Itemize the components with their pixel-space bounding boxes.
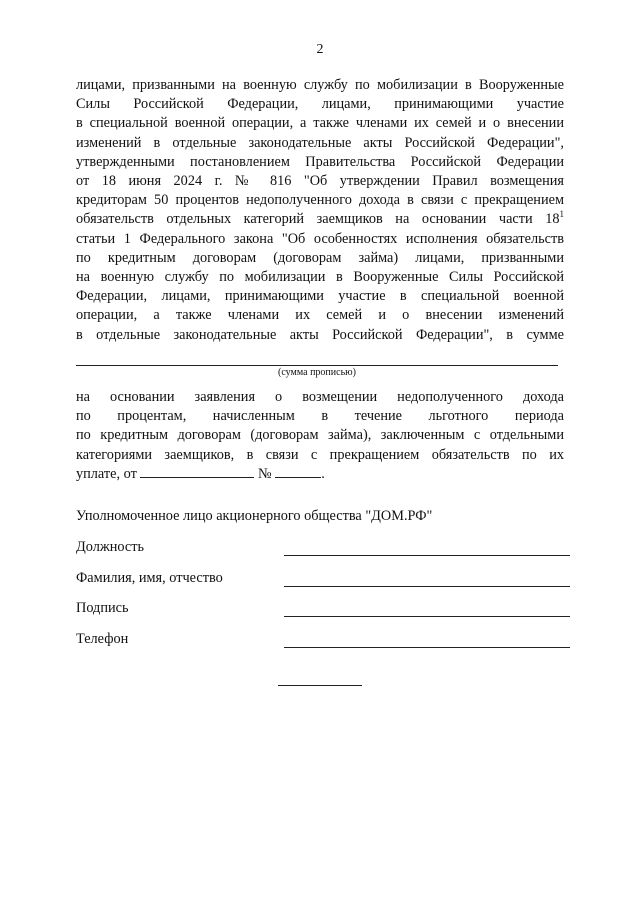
text-line: изменений в отдельные законодательные акты Российской Федерации",	[76, 134, 564, 151]
authorized-person-heading: Уполномоченное лицо акционерного общества "ДОМ.РФ"	[76, 508, 433, 524]
end-divider	[278, 685, 362, 686]
paragraph-basis	[76, 388, 564, 484]
date-number-line	[76, 465, 564, 484]
date-prefix: уплате, от	[76, 465, 137, 482]
position-label: Должность	[76, 539, 144, 555]
text-line-with-superscript	[76, 210, 564, 229]
date-blank[interactable]	[140, 465, 254, 478]
text-line: Силы Российской Федерации, лицами, принимающими участие	[76, 96, 564, 113]
text-line: обязательств отдельных категорий заемщиков на основании части 18	[76, 211, 560, 228]
number-blank[interactable]	[275, 465, 321, 478]
paragraph-main	[76, 76, 564, 345]
line-end: .	[321, 465, 325, 482]
text-line: по процентам, начисленным в течение льготного периода	[76, 408, 564, 425]
full-name-label: Фамилия, имя, отчество	[76, 570, 223, 586]
signature-label: Подпись	[76, 600, 129, 616]
phone-label: Телефон	[76, 631, 129, 647]
text-line: в специальной военной операции, а также членами их семей и о внесении	[76, 115, 564, 132]
page-number: 2	[316, 42, 324, 57]
text-line: лицами, призванными на военную службу по мобилизации в Вооруженные	[76, 77, 564, 93]
amount-caption: (сумма прописью)	[278, 367, 356, 378]
field-row-full-name	[76, 570, 570, 592]
field-row-phone	[76, 631, 570, 653]
full-name-line[interactable]	[284, 586, 570, 587]
field-row-signature	[76, 600, 570, 622]
text-line: по кредитным договорам (договорам займа), заключенным с отдельными	[76, 427, 564, 444]
field-row-position	[76, 539, 570, 561]
text-line: категориями заемщиков, в связи с прекращением обязательств по их	[76, 446, 564, 463]
phone-line[interactable]	[284, 647, 570, 648]
text-line: на военную службу по мобилизации в Вооруженные Силы Российской	[76, 269, 564, 286]
number-sign: №	[258, 465, 272, 482]
amount-blank-line[interactable]	[76, 365, 558, 366]
signature-line[interactable]	[284, 616, 570, 617]
text-line: утвержденными постановлением Правительства Российской Федерации	[76, 153, 564, 170]
text-line: Федерации, лицами, принимающими участие в специальной военной	[76, 288, 564, 305]
text-line: операции, а также членами их семей и о внесении изменений	[76, 307, 564, 324]
text-line: кредиторам 50 процентов недополученного дохода в связи с прекращением	[76, 192, 564, 209]
text-line: по кредитным договорам (договорам займа) лицами, призванными	[76, 249, 564, 266]
position-line[interactable]	[284, 555, 570, 556]
text-line: от 18 июня 2024 г. № 816 "Об утверждении Правил возмещения	[76, 173, 564, 190]
text-line: статьи 1 Федерального закона "Об особенностях исполнения обязательств	[76, 230, 564, 247]
superscript: 1	[559, 209, 564, 220]
text-line: в отдельные законодательные акты Российской Федерации", в сумме	[76, 326, 564, 343]
text-line: на основании заявления о возмещении недополученного дохода	[76, 389, 564, 405]
